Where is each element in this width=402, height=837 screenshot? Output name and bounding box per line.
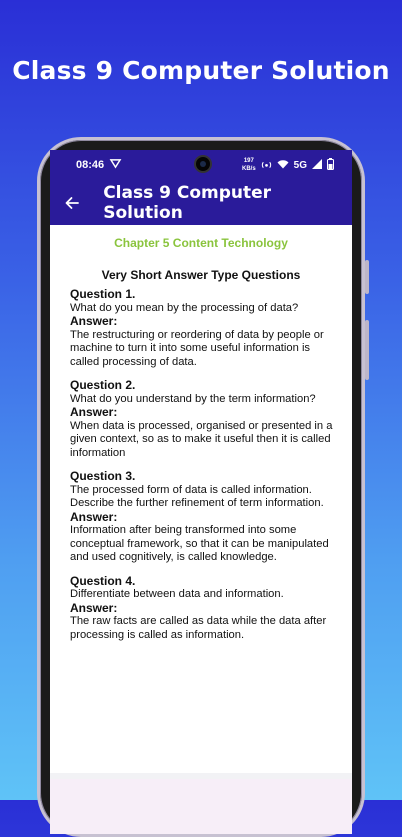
question-label: Question 4. bbox=[70, 573, 136, 588]
qa-item bbox=[70, 575, 334, 643]
question-label: Question 3. bbox=[70, 469, 136, 483]
promo-title: Class 9 Computer Solution bbox=[12, 56, 390, 85]
qa-item bbox=[70, 288, 334, 369]
hotspot-icon bbox=[261, 159, 272, 172]
data-saver-icon bbox=[110, 158, 121, 172]
qa-item bbox=[70, 379, 334, 460]
chapter-title: Chapter 5 Content Technology bbox=[114, 236, 288, 250]
answer-label: Answer: bbox=[70, 314, 118, 328]
status-time: 08:46 bbox=[76, 159, 105, 171]
question-label: Question 2. bbox=[70, 378, 136, 392]
question-text: What do you understand by the term information? bbox=[70, 392, 316, 405]
question-text: The processed form of data is called information. Describe the further refinement of term information. bbox=[70, 483, 324, 509]
app-bar bbox=[50, 180, 352, 225]
arrow-left-icon[interactable] bbox=[50, 180, 93, 225]
front-camera bbox=[194, 155, 212, 173]
network-speed: 197 KB/s bbox=[241, 158, 256, 172]
question-label: Question 1. bbox=[70, 287, 136, 301]
answer-text: The raw facts are called as data while the data after processing is called as information. bbox=[70, 615, 327, 641]
answer-text: The restructuring or reordering of data by people or machine to turn it into some useful information is called processing of data. bbox=[70, 328, 324, 368]
power-button bbox=[365, 320, 369, 380]
volume-button bbox=[365, 260, 369, 294]
answer-text: Information after being transformed into some conceptual framework, so that it can be manipulated and used cognitively, is called knowledge. bbox=[70, 524, 329, 563]
qa-item bbox=[70, 470, 334, 565]
phone-frame bbox=[37, 137, 365, 837]
answer-label: Answer: bbox=[70, 600, 118, 615]
phone-screen bbox=[50, 150, 352, 834]
signal-icon bbox=[312, 159, 322, 171]
section-title: Very Short Answer Type Questions bbox=[101, 267, 301, 282]
battery-icon bbox=[327, 158, 334, 172]
content-area[interactable] bbox=[50, 225, 352, 834]
network-type: 5G bbox=[293, 159, 307, 171]
question-text: Differentiate between data and information. bbox=[70, 588, 284, 600]
answer-text: When data is processed, organised or presented in a given context, so as to make it useful then it is called information bbox=[70, 419, 333, 459]
qa-list bbox=[50, 288, 352, 642]
question-text: What do you mean by the processing of data? bbox=[70, 301, 299, 314]
wifi-icon bbox=[277, 159, 289, 172]
answer-label: Answer: bbox=[70, 509, 118, 524]
bottom-bar bbox=[50, 779, 352, 834]
app-title: Class 9 Computer Solution bbox=[103, 182, 272, 223]
answer-label: Answer: bbox=[70, 405, 118, 419]
